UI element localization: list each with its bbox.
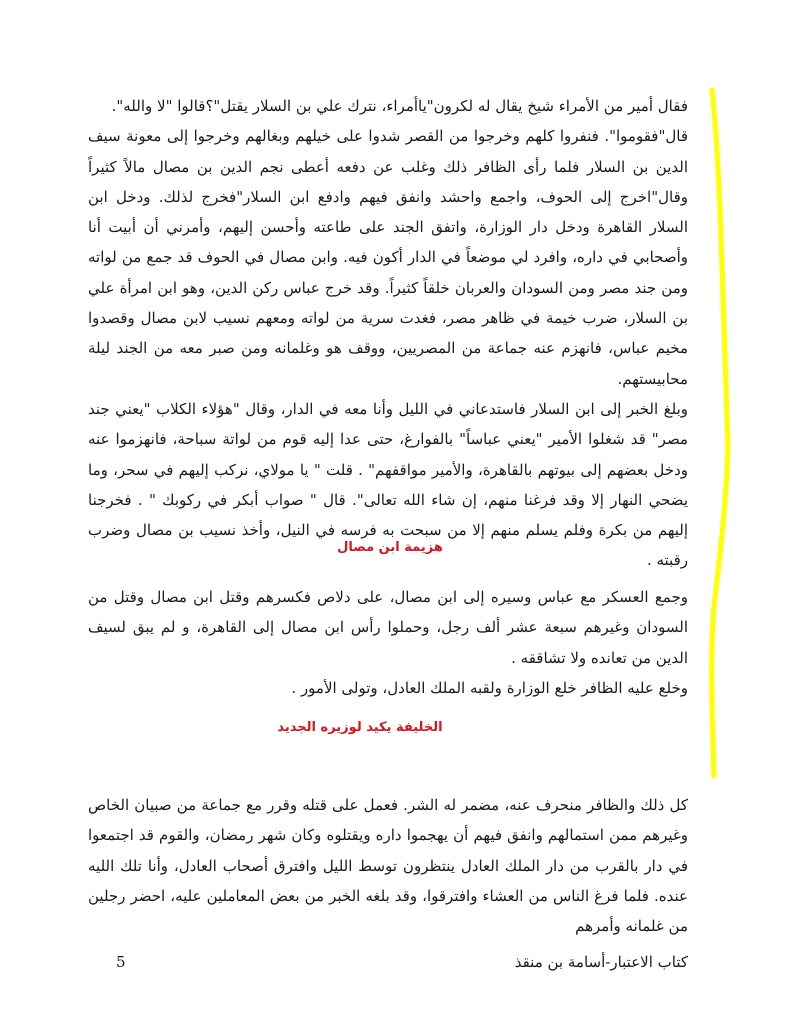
section-heading-caliph-plot: الخليفة يكيد لوزيره الجديد [277,720,443,735]
page-number: 5 [116,953,126,971]
text-section-top [88,91,688,576]
paragraph: وبلغ الخبر إلى ابن السلار فاستدعاني في الليل وأنا معه في الدار، وقال "هؤلاء الكلاب "يعني جند مصر" قد شغلوا الأمير "يعني عباساً" بالفوارغ، حتى عدا إليه قوم من لواتة سباحة، فانهزموا عنه ودخل بعضهم إلى بيوتهم بالقاهرة، والأمير مواقفهم" . قلت " يا مولاي، نركب إليهم في سحر، وما يضحي النهار إلا وقد فرغنا منهم، إن شاء الله تعالى". قال " صواب أبكر في ركوبك " . فخرجنا إليهم من بكرة وفلم يسلم منهم إلا من سبحت به فرسه في النيل، وأخذ نسيب بن مصال وضرب رقبته . [88,399,688,570]
text-section-middle [88,582,688,703]
paragraph: قال"فقوموا". فنفروا كلهم وخرجوا من القصر شدوا على خيلهم وبغالهم وخرجوا إلى معونة سيف الدين بن السلار فلما رأى الظافر ذلك وغلب عن دفعه أعطى نجم الدين بن مصال مالاً كثيراً وقال"اخرج إلى الحوف، واجمع واحشد وانفق فيهم وادفع ابن السلار"فخرج لذلك. ودخل ابن السلار القاهرة ودخل دار الوزارة، واتفق الجند على طاعته وأحسن إليهم، وأمرني أن أبيت أنا وأصحابي في داره، وافرد لي موضعاً في الدار أكون فيه. وابن مصال في الحوف قد جمع من لواته ومن جند مصر ومن السودان والعربان خلقاً كثيراً. وقد خرج عباس ركن الدين، وهو ابن امرأة علي بن السلار، ضرب خيمة في ظاهر مصر، فغدت سرية من لواته ومعهم نسيب لابن مصال وقصدوا مخيم عباس، فانهزم عنه جماعة من المصريين، ووقف هو وغلمانه ومن صبر معه من الجند ليلة محابيستهم. [88,127,688,388]
book-title: كتاب الاعتبار-أسامة بن منقذ [514,953,688,971]
page-footer [88,953,688,977]
paragraph: كل ذلك والظافر منحرف عنه، مضمر له الشر. فعمل على قتله وقرر مع جماعة من صبيان الخاص وغيرهم ممن استمالهم وانفق فيهم أن يهجموا داره ويقتلوه وكان شهر رمضان، والقوم قد اجتمعوا في دار بالقرب من دار الملك العادل ينتظرون توسط الليل وافترق أصحاب العادل، وأنا تلك الليه عنده. فلما فرغ الناس من العشاء وافترقوا، وقد بلغه الخبر من بعض المعاملين عليه، احضر رجلين من غلمانه وأمرهم [88,796,688,936]
paragraph: وجمع العسكر مع عباس وسيره إلى ابن مصال، على دلاص فكسرهم وقتل ابن مصال وقتل من السودان وغيرهم سبعة عشر ألف رجل، وحملوا رأس ابن مصال إلى القاهرة، و لم يبق لسيف الدين من تعانده ولا تشاققه . [88,588,688,667]
paragraph: فقال أمير من الأمراء شيخ يقال له لكرون"ياأمراء، نترك علي بن السلار يقتل"؟قالوا "لا والله". [111,97,688,115]
paragraph: وخلع عليه الظافر خلع الوزارة ولقبه الملك العادل، وتولى الأمور . [291,678,688,697]
yellow-annotation-line-icon [700,86,750,786]
text-section-bottom [88,790,688,941]
section-heading-ibn-masal-defeat: هزيمة ابن مصال [337,540,443,555]
